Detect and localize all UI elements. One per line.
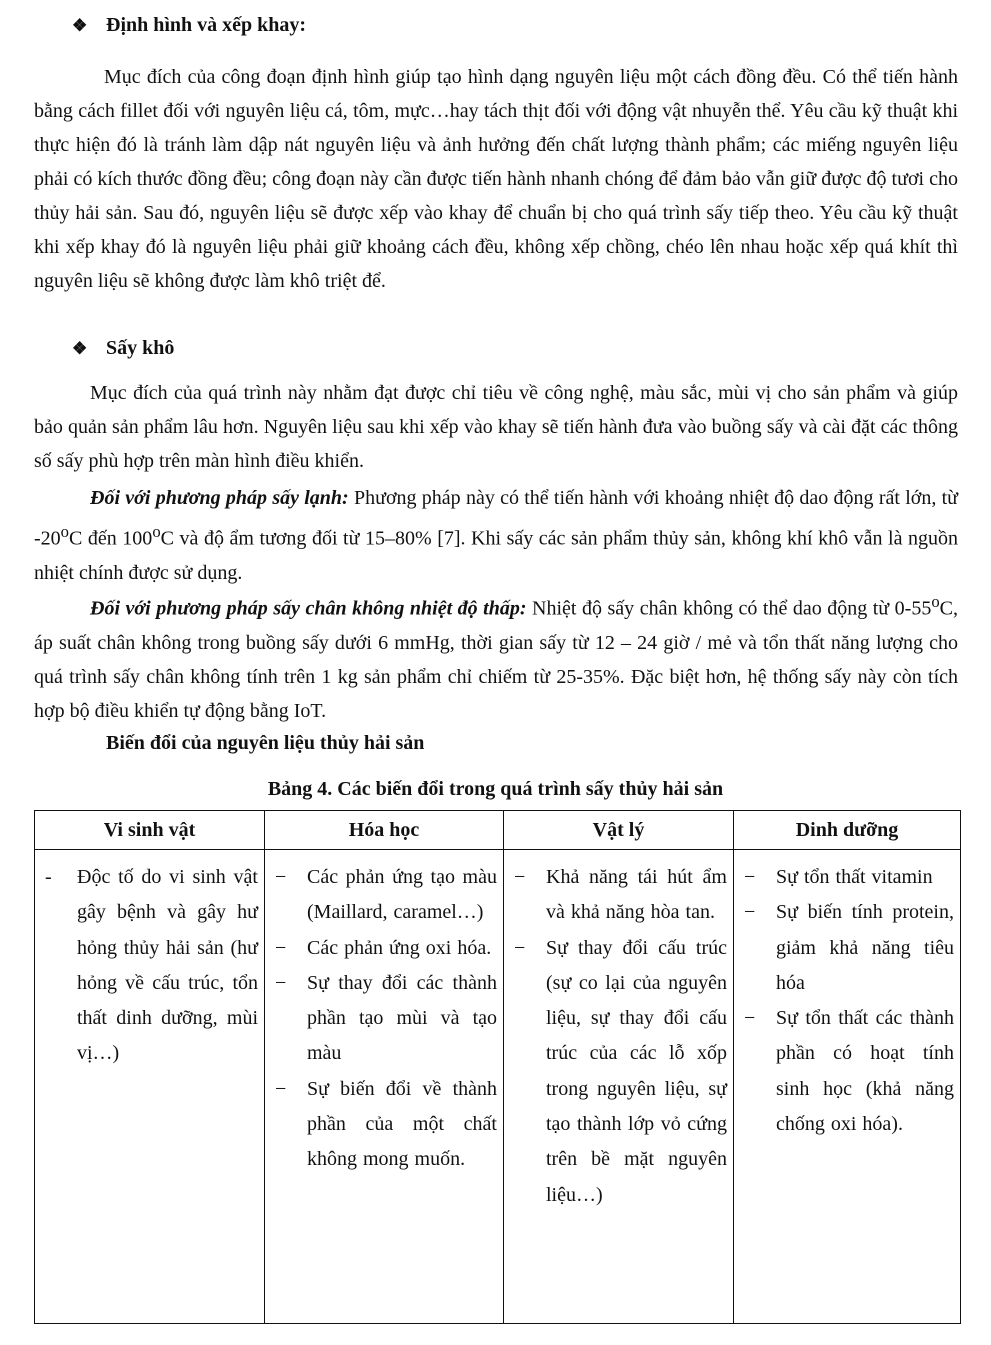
item-list — [742, 860, 954, 1142]
item-text: Các phản ứng oxi hóa. — [307, 936, 492, 959]
table-header-row — [35, 811, 961, 850]
heading-text: Định hình và xếp khay: — [106, 14, 307, 36]
list-item — [43, 860, 258, 1072]
dash-bullet: − — [275, 936, 287, 959]
item-text: Sự biến tính protein, giảm khả năng tiêu hóa — [776, 901, 954, 994]
item-text: Độc tố do vi sinh vật gây bệnh và gây hư hỏng thủy hải sản (hư hỏng về cấu trúc, tổn thất dinh dưỡng, mùi vị…) — [77, 866, 258, 1065]
item-list — [273, 860, 497, 1178]
paragraph-lead: Đối với phương pháp sấy chân không nhiệt độ thấp: — [90, 597, 527, 620]
cell-microbial — [35, 850, 265, 1324]
header-microbial: Vi sinh vật — [35, 811, 265, 850]
dash-bullet: − — [744, 901, 756, 924]
superscript: o — [60, 522, 69, 541]
diamond-bullet-icon: ❖ — [72, 16, 88, 35]
dash-bullet: − — [275, 971, 287, 994]
paragraph-vacuum-drying — [34, 585, 958, 728]
superscript: o — [152, 522, 161, 541]
paragraph-text: Nhiệt độ sấy chân không có thể dao động từ 0-55 — [526, 597, 932, 620]
table-row — [35, 850, 961, 1324]
list-item — [512, 931, 727, 1213]
list-item — [273, 931, 497, 966]
paragraph-text: C, áp suất chân không trong buồng sấy dưới 6 mmHg, thời gian sấy từ 12 – 24 giờ / mẻ và tổn thất năng lượng cho quá trình sấy chân không tính trên 1 kg sản phẩm chỉ chiếm từ 25-35%. Đặc biệt hơn, hệ thống sấy này còn tích hợp bộ điều khiển tự động bằng IoT. — [34, 597, 959, 722]
item-list — [43, 860, 258, 1072]
paragraph-text: Phương pháp này có thể tiến hành với khoảng nhiệt độ dao động rất lớn, từ -20 — [34, 487, 958, 550]
dash-bullet: − — [744, 1007, 756, 1030]
header-chemical: Hóa học — [265, 811, 504, 850]
header-nutrition: Dinh dưỡng — [734, 811, 961, 850]
dash-bullet: − — [744, 866, 756, 888]
item-text: Sự thay đổi cấu trúc (sự co lại của nguyên liệu, sự thay đổi cấu trúc của các lỗ xốp trong nguyên liệu, sự tạo thành lớp vỏ cứng trên bề mặt nguyên liệu…) — [546, 936, 727, 1206]
list-item — [742, 895, 954, 1001]
section-heading-changes: Biến đổi của nguyên liệu thủy hải sản — [106, 732, 425, 754]
item-text: Sự biến đổi về thành phần của một chất không mong muốn. — [307, 1077, 497, 1171]
dash-bullet: − — [275, 1077, 287, 1100]
paragraph-text: C đến 100 — [69, 527, 153, 550]
section-heading-drying — [72, 331, 174, 366]
cell-nutrition — [734, 850, 961, 1324]
dash-bullet: - — [45, 866, 52, 888]
changes-table — [34, 810, 961, 1324]
dash-bullet: − — [514, 866, 526, 888]
list-item — [273, 860, 497, 931]
item-list — [512, 860, 727, 1213]
section-heading-shaping — [72, 8, 306, 43]
paragraph-shaping: Mục đích của công đoạn định hình giúp tạo hình dạng nguyên liệu một cách đồng đều. Có thể tiến hành bằng cách fillet đối với nguyên liệu cá, tôm, mực…hay tách thịt đối với động vật nhuyễn thể. Yêu cầu kỹ thuật khi thực hiện đó là tránh làm dập nát nguyên liệu và ảnh hưởng đến chất lượng thành phẩm; các miếng nguyên liệu phải có kích thước đồng đều; công đoạn này cần được tiến hành nhanh chóng để đảm bảo vẫn giữ được độ tươi cho thủy hải sản. Sau đó, nguyên liệu sẽ được xếp vào khay để chuẩn bị cho quá trình sấy tiếp theo. Yêu cầu kỹ thuật khi xếp khay đó là nguyên liệu phải giữ khoảng cách đều, không xếp chồng, chéo lên nhau hoặc xếp quá khít thì nguyên liệu sẽ không được làm khô triệt để. — [34, 66, 958, 292]
diamond-bullet-icon: ❖ — [72, 339, 88, 358]
cell-chemical — [265, 850, 504, 1324]
dash-bullet: − — [275, 866, 287, 888]
dash-bullet: − — [514, 936, 526, 959]
item-text: Khả năng tái hút ẩm và khả năng hòa tan. — [546, 866, 727, 924]
paragraph-text: C và độ ẩm tương đối từ 15–80% [7]. Khi sấy các sản phẩm thủy sản, không khí khô vẫn là nguồn nhiệt chính được sử dụng. — [34, 527, 959, 584]
list-item — [742, 1001, 954, 1142]
item-text: Sự tổn thất các thành phần có hoạt tính sinh học (khả năng chống oxi hóa). — [776, 1007, 954, 1136]
list-item — [512, 860, 727, 931]
paragraph-cold-drying — [34, 481, 958, 590]
list-item — [273, 966, 497, 1072]
superscript: o — [931, 592, 940, 611]
table-caption: Bảng 4. Các biến đổi trong quá trình sấy thủy hải sản — [267, 778, 724, 800]
item-text: Các phản ứng tạo màu (Maillard, caramel…) — [307, 866, 497, 924]
item-text: Sự tổn thất vitamin — [776, 866, 933, 888]
list-item — [273, 1072, 497, 1178]
list-item — [742, 860, 954, 895]
item-text: Sự thay đổi các thành phần tạo mùi và tạo màu — [307, 971, 497, 1065]
paragraph-lead: Đối với phương pháp sấy lạnh: — [90, 487, 349, 509]
paragraph-drying: Mục đích của quá trình này nhằm đạt được chỉ tiêu về công nghệ, màu sắc, mùi vị cho sản phẩm và giúp bảo quản sản phẩm lâu hơn. Nguyên liệu sau khi xếp vào khay sẽ tiến hành đưa vào buồng sấy và cài đặt các thông số sấy phù hợp trên màn hình điều khiển. — [34, 382, 958, 472]
cell-physical — [504, 850, 734, 1324]
header-physical: Vật lý — [504, 811, 734, 850]
heading-text: Sấy khô — [106, 337, 175, 359]
